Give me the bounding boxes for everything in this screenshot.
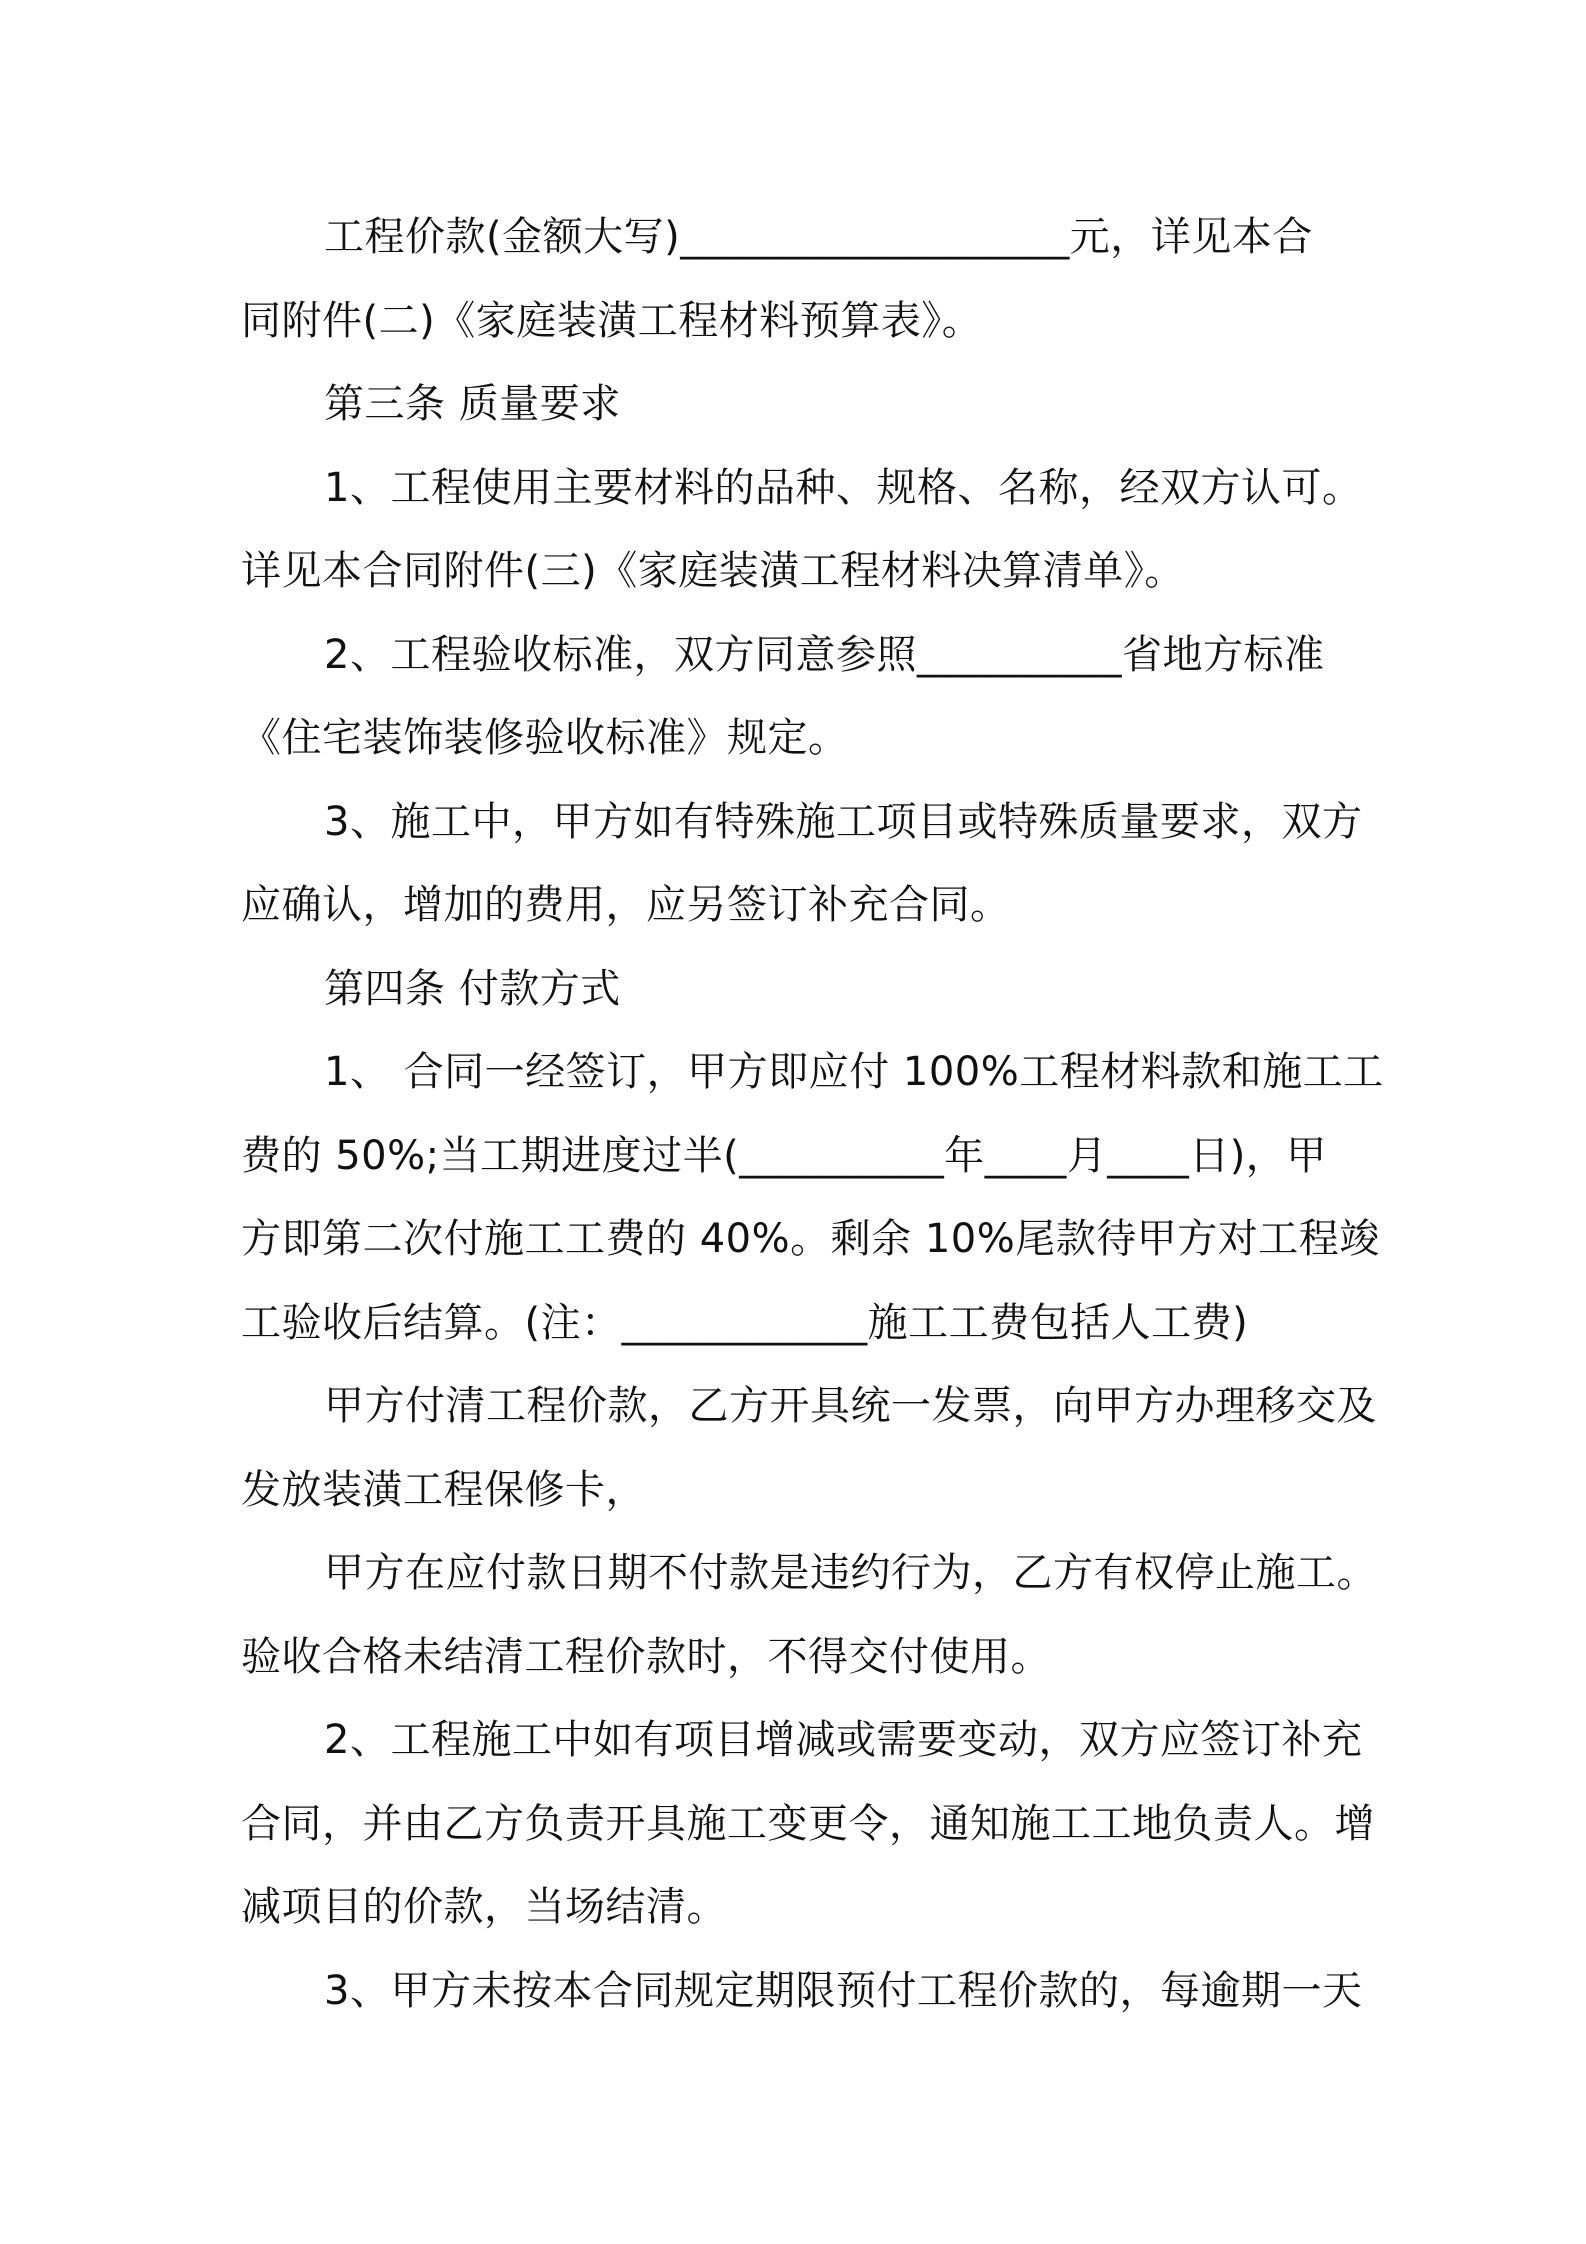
text-line: 3、施工中，甲方如有特殊施工项目或特殊质量要求，双方: [324, 798, 1363, 845]
text-line: 1、 合同一经签订，甲方即应付 100%工程材料款和施工工: [324, 1049, 1384, 1095]
contract-text-body: [241, 196, 1384, 2033]
text-line: 2、工程验收标准，双方同意参照__________省地方标准: [324, 631, 1325, 678]
text-line: 《住宅装饰装修验收标准》规定。: [241, 715, 849, 761]
text-line: 合同，并由乙方负责开具施工变更令，通知施工工地负责人。增: [241, 1800, 1375, 1847]
text-line: 发放装潢工程保修卡，: [241, 1466, 646, 1513]
text-line: 应确认，增加的费用，应另签订补充合同。: [241, 882, 1011, 928]
text-line: 工程价款(金额大写)___________________元，详见本合: [324, 214, 1313, 260]
text-line: 费的 50%;当工期进度过半(__________年____月____日)，甲: [241, 1132, 1327, 1179]
text-line: 2、工程施工中如有项目增减或需要变动，双方应签订补充: [324, 1717, 1363, 1763]
text-line: 详见本合同附件(三)《家庭装潢工程材料决算清单》。: [241, 548, 1185, 594]
text-line: 减项目的价款，当场结清。: [241, 1884, 727, 1930]
section-heading-article-4: 第四条 付款方式: [324, 965, 621, 1012]
text-line: 3、甲方未按本合同规定期限预付工程价款的，每逾期一天: [324, 1967, 1363, 2014]
text-line: 验收合格未结清工程价款时，不得交付使用。: [241, 1633, 1051, 1680]
text-line: 甲方付清工程价款，乙方开具统一发票，向甲方办理移交及: [324, 1383, 1377, 1429]
section-heading-article-3: 第三条 质量要求: [324, 381, 621, 427]
text-line: 同附件(二)《家庭装潢工程材料预算表》。: [241, 297, 983, 344]
text-line: 工验收后结算。(注：____________施工工费包括人工费): [241, 1299, 1249, 1346]
text-line: 1、工程使用主要材料的品种、规格、名称，经双方认可。: [324, 464, 1363, 511]
text-line: 方即第二次付施工工费的 40%。剩余 10%尾款待甲方对工程竣: [241, 1216, 1380, 1262]
text-line: 甲方在应付款日期不付款是违约行为，乙方有权停止施工。: [324, 1550, 1377, 1596]
